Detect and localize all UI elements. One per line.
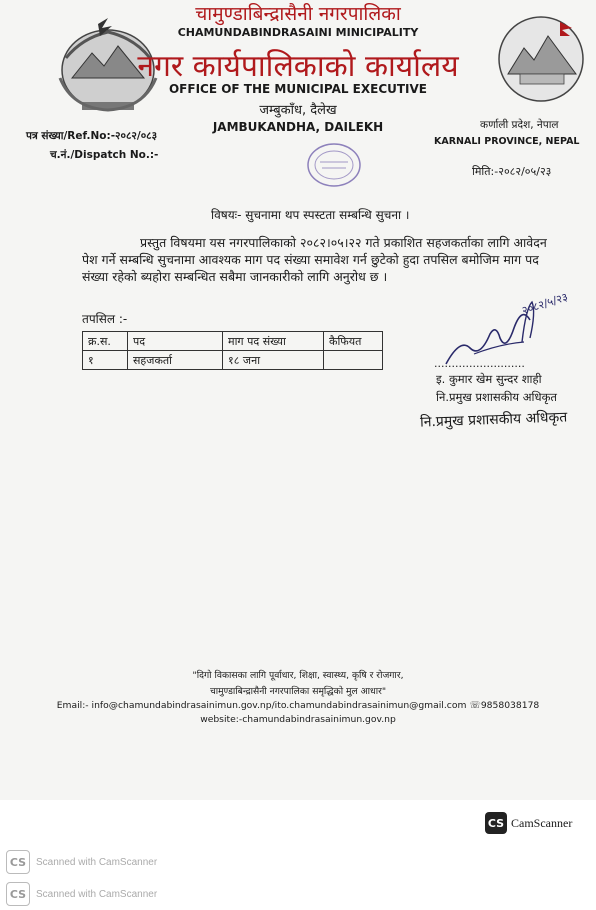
paragraph-line-3: संख्या रहेको ब्यहोरा सम्बन्धित सबैमा जानकारीको लागि अनुरोध छ । [82,269,388,284]
letter-date: मिति:-२०८२/०५/२३ [472,165,552,178]
paragraph-line-1: प्रस्तुत विषयमा यस नगरपालिकाको २०८२।०५।२२ गते प्रकाशित सहजकर्ताका लागि आवेदन [140,235,547,250]
office-title-nepali: नगर कार्यपालिकाको कार्यालय [137,49,459,84]
letter-subject: विषयः- सुचनामा थप स्पस्टता सम्बन्धि सुचना । [211,208,410,222]
ref-number: पत्र संख्या/Ref.No:-२०८२/०८३ [26,130,158,142]
cell-post: सहजकर्ता [128,351,223,370]
camscanner-icon: CS [6,882,30,906]
footer-email: Email:- info@chamundabindrasainimun.gov.np/ito.chamundabindrasainimun@gmail.com ☏9858038178 [56,700,540,711]
scanned-with-camscanner-2 [6,882,157,906]
office-stamp [306,142,362,188]
municipality-name-nepali: चामुण्डाबिन्द्रासैनी नगरपालिका [195,3,401,25]
footer-slogan-line-1: "दिगो विकासका लागि पूर्वाधार, शिक्षा, स्वास्थ्य, कृषि र रोजगार, [192,670,404,681]
office-title-english: OFFICE OF THE MUNICIPAL EXECUTIVE [168,82,428,96]
scanned-with-camscanner-1 [6,850,157,874]
col-header-sn: क्र.स. [83,332,128,351]
province-english: KARNALI PROVINCE, NEPAL [434,136,580,147]
camscanner-brand-label: CamScanner [511,815,573,830]
dispatch-number: च.नं./Dispatch No.:- [50,149,159,161]
camscanner-logo-icon: CS [485,812,507,834]
signature-date: २०८२/५/२३ [520,290,570,318]
col-header-post: पद [128,332,223,351]
footer-website: website:-chamundabindrasainimun.gov.np [200,714,396,725]
address-nepali: जम्बुकाँध, दैलेख [259,103,337,118]
scanned-label-2: Scanned with CamScanner [36,888,158,900]
cell-count: १८ जना [223,351,324,370]
paragraph-line-2: पेश गर्ने सम्बन्धि सुचनामा आवश्यक माग पद संख्या समावेश गर्न छुटेको हुदा तपसिल बमोजिम माग पद [82,252,539,267]
cell-sn: १ [83,351,128,370]
signature-line: .......................... [434,357,525,370]
cell-remarks [324,351,383,370]
municipality-name-english: CHAMUNDABINDRASAINI MINICIPALITY [177,26,419,39]
table-row [83,351,383,370]
camscanner-icon: CS [6,850,30,874]
tapsil-label: तपसिल :- [82,312,128,326]
scanned-label-1: Scanned with CamScanner [36,856,158,868]
col-header-count: माग पद संख्या [223,332,324,351]
province-nepali: कर्णाली प्रदेश, नेपाल [480,119,559,131]
address-english: JAMBUKANDHA, DAILEKH [212,120,384,134]
camscanner-brand [485,812,572,834]
footer-slogan-line-2: चामुण्डाबिन्द्रासैनी नगरपालिका समृद्धिको मुल आधार" [209,686,387,697]
title-stamp: नि.प्रमुख प्रशासकीय अधिकृत [419,409,568,431]
signatory-name: इ. कुमार खेम सुन्दर शाही [436,372,542,386]
positions-table [82,331,383,370]
table-header-row [83,332,383,351]
col-header-remarks: कैफियत [324,332,383,351]
signatory-title: नि.प्रमुख प्रशासकीय अधिकृत [436,390,557,404]
